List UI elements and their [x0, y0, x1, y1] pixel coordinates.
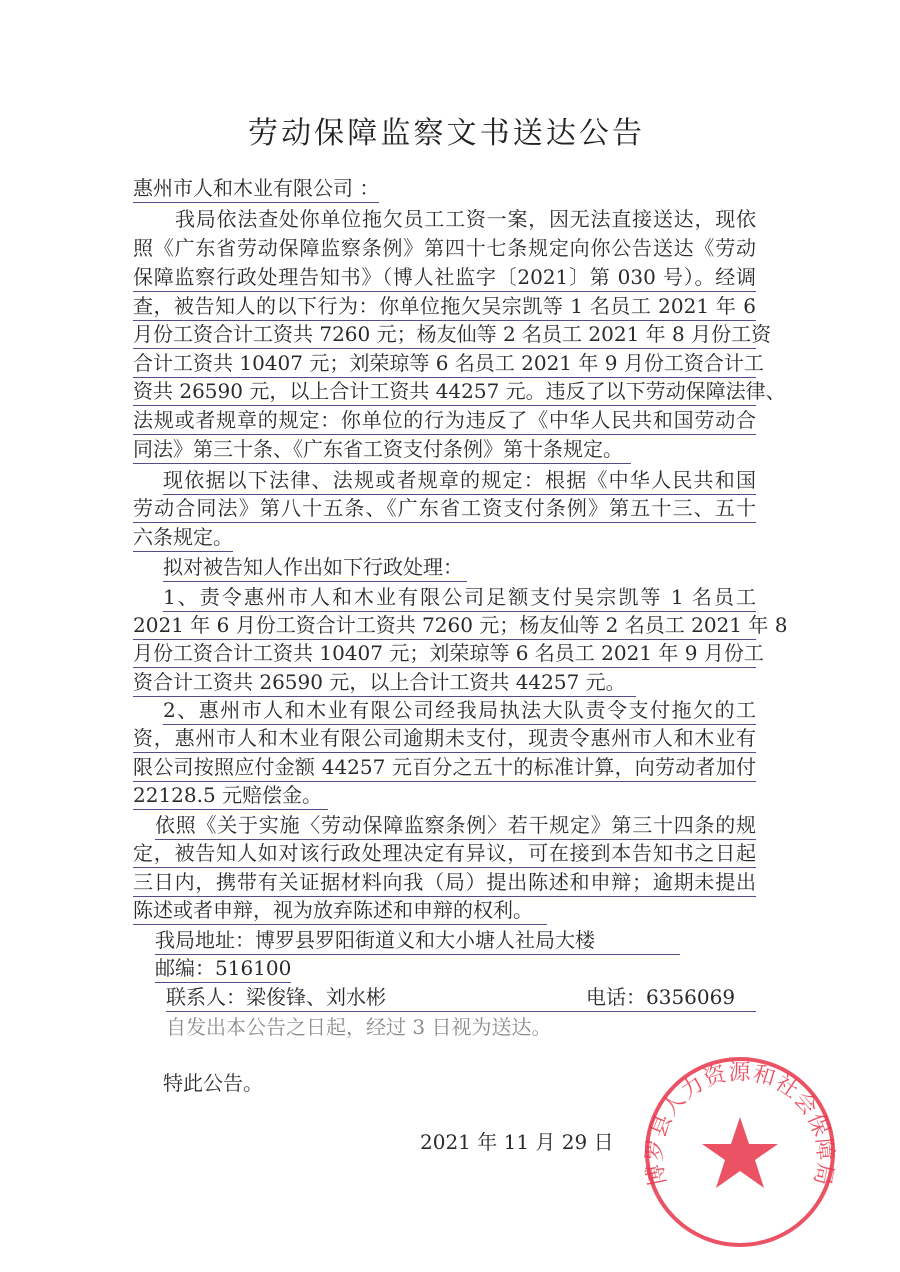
body-line: 1、责令惠州市人和木业有限公司足额支付吴宗凯等 1 名员工: [163, 584, 756, 612]
body-line: 法规或者规章的规定：你单位的行为违反了《中华人民共和国劳动合: [133, 407, 756, 435]
contact-person: 联系人：梁俊锋、刘水彬: [166, 985, 386, 1009]
body-line: 资共 26590 元，以上合计工资共 44257 元。违反了以下劳动保障法律、: [133, 378, 756, 406]
body-line: 照《广东省劳动保障监察条例》第四十七条规定向你公告送达《劳动: [133, 236, 756, 260]
document-title: 劳动保障监察文书送达公告: [248, 116, 643, 151]
body-line: 月份工资合计工资共 7260 元；杨友仙等 2 名员工 2021 年 8 月份工资: [133, 321, 756, 349]
office-address: 我局地址：博罗县罗阳街道义和大小塘人社局大楼: [155, 927, 680, 955]
body-line: 三日内，携带有关证据材料向我（局）提出陈述和申辩；逾期未提出: [133, 869, 756, 897]
body-line: 六条规定。: [133, 524, 233, 552]
star-icon: [702, 1117, 778, 1188]
body-line: 依照《关于实施〈劳动保障监察条例〉若干规定》第三十四条的规: [155, 812, 756, 840]
contact-row: [166, 984, 756, 1012]
official-seal-stamp: [640, 1052, 840, 1252]
document-date: 2021 年 11 月 29 日: [420, 1130, 614, 1154]
body-line: 限公司按照应付金额 44257 元百分之五十的标准计算，向劳动者加付: [133, 754, 756, 782]
body-line: 定，被告知人如对该行政处理决定有异议，可在接到本告知书之日起: [133, 840, 756, 868]
stamp-text: 博罗县人力资源和社会保障局: [642, 1060, 838, 1189]
body-line: 资，惠州市人和木业有限公司逾期未支付，现责令惠州市人和木业有: [133, 725, 756, 753]
body-line: 资合计工资共 26590 元，以上合计工资共 44257 元。: [133, 669, 636, 697]
contact-phone: 电话：6356069: [586, 985, 736, 1009]
body-line: 我局依法查处你单位拖欠员工工资一案，因无法直接送达，现依: [175, 207, 756, 231]
body-line: 现依据以下法律、法规或者规章的规定：根据《中华人民共和国: [163, 467, 756, 495]
delivery-note: 自发出本公告之日起，经过 3 日视为送达。: [166, 1015, 552, 1039]
body-line: 陈述或者申辩，视为放弃陈述和申辩的权利。: [133, 897, 547, 925]
postcode: 邮编：516100: [155, 955, 291, 983]
addressee: 惠州市人和木业有限公司 ：: [133, 175, 379, 203]
body-line: 保障监察行政处理告知书》（博人社监字〔2021〕第 030 号）。经调: [133, 264, 756, 292]
body-line: 2、惠州市人和木业有限公司经我局执法大队责令支付拖欠的工: [163, 697, 756, 725]
body-line: 2021 年 6 月份工资合计工资共 7260 元；杨友仙等 2 名员工 2021 年 8: [133, 612, 756, 640]
body-line: 月份工资合计工资共 10407 元；刘荣琼等 6 名员工 2021 年 9 月份工: [133, 640, 756, 668]
body-line: 同法》第三十条、《广东省工资支付条例》第十条规定。: [133, 436, 631, 464]
body-line: 劳动合同法》第八十五条、《广东省工资支付条例》第五十三、五十: [133, 495, 756, 523]
body-line: 拟对被告知人作出如下行政处理：: [163, 554, 467, 582]
body-line: 查，被告知人的以下行为：你单位拖欠吴宗凯等 1 名员工 2021 年 6: [133, 293, 756, 321]
body-line: 合计工资共 10407 元；刘荣琼等 6 名员工 2021 年 9 月份工资合计工: [133, 350, 756, 378]
closing-text: 特此公告。: [163, 1071, 263, 1095]
body-line: 22128.5 元赔偿金。: [133, 782, 328, 810]
